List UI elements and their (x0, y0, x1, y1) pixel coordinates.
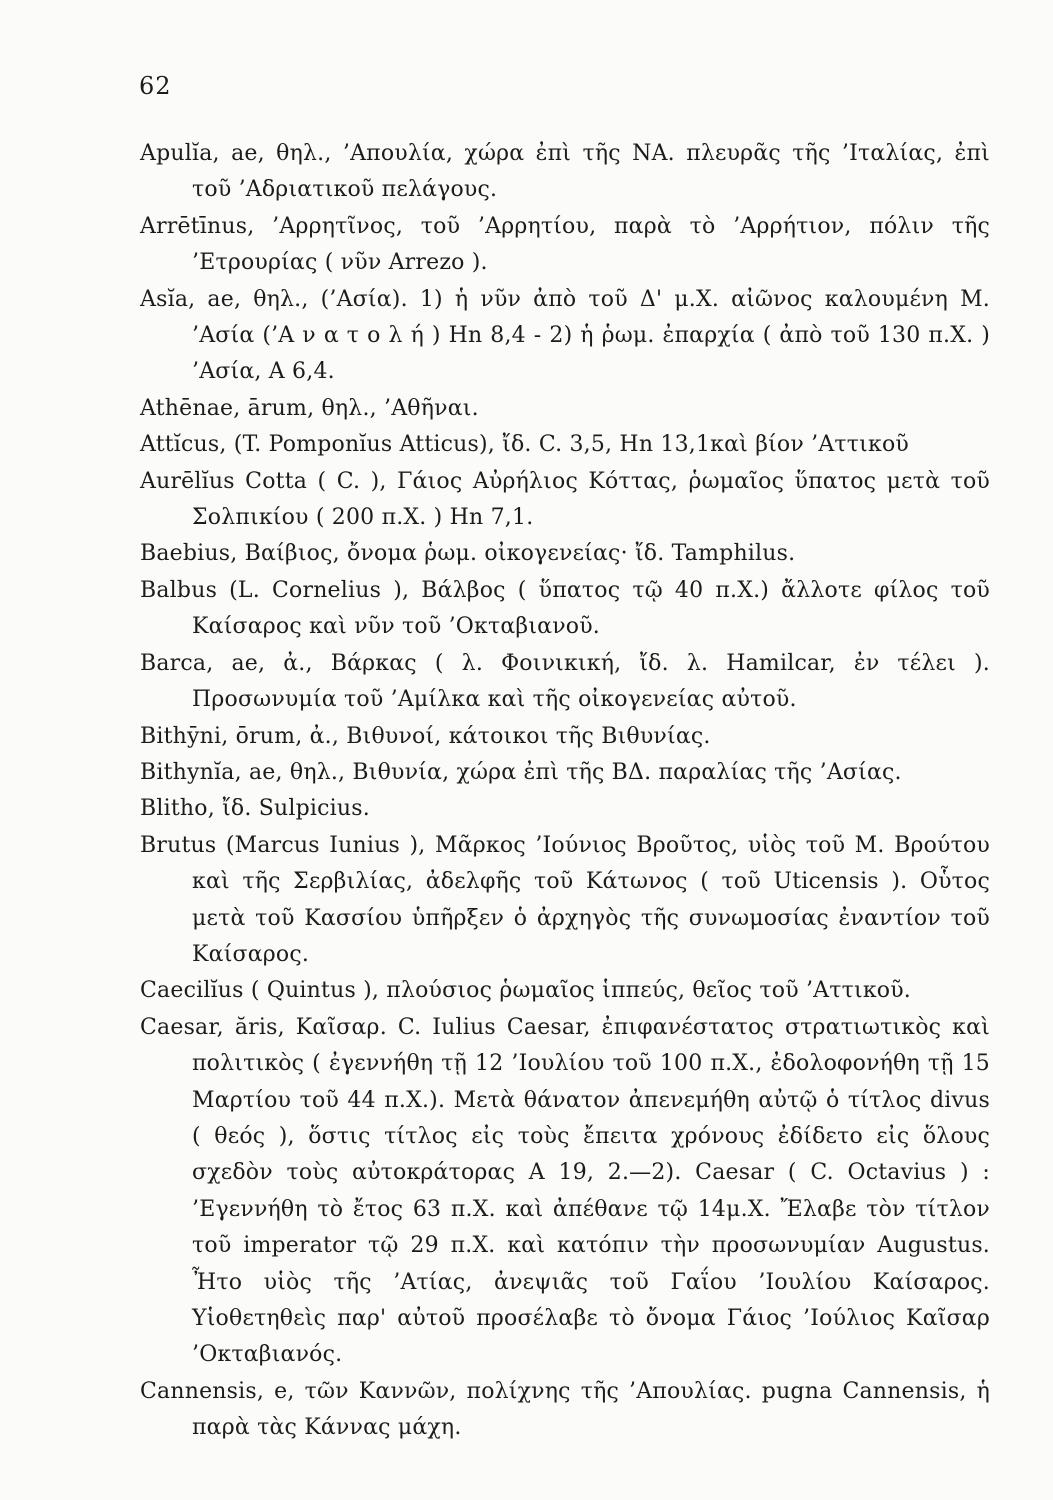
entry-bithynia: Bithynĭa, ae, θηλ., Βιθυνία, χώρα ἐπὶ τῆς ΒΔ. παραλίας τῆς ’Ασίας. (140, 759, 902, 785)
entry-bithyni: Bithȳni, ōrum, ἀ., Βιθυνοί, κάτοικοι τῆς Βιθυνίας. (140, 723, 711, 749)
entry-brutus: Brutus (Marcus Iunius ), Μᾶρκος ’Ιούνιος Βροῦτος, υἱὸς τοῦ Μ. Βρούτου καὶ τῆς Σερβιλίας, ἀδελφῆς τοῦ Κάτωνος ( τοῦ Uticensis ). Οὗτος μετὰ τοῦ Κασσίου ὑπῆρξεν ὁ ἀρχηγὸς τῆς συνωμοσίας ἐναντίον τοῦ Καίσαρος. (140, 832, 990, 967)
entry-atticus: Attĭcus, (T. Pomponĭus Atticus), ἴδ. C. 3,5, Hn 13,1καὶ βίον ’Αττικοῦ (140, 432, 909, 458)
entry-apulia: Apulĭa, ae, θηλ., ’Απουλία, χώρα ἐπὶ τῆς ΝΑ. πλευρᾶς τῆς ’Ιταλίας, ἐπὶ τοῦ ’Αδριατικοῦ πελάγους. (140, 141, 990, 203)
entry-list (140, 136, 990, 1447)
entry-caecilius: Caecilĭus ( Quintus ), πλούσιος ῥωμαῖος ἱππεύς, θεῖος τοῦ ’Αττικοῦ. (140, 978, 911, 1004)
entry-caesar: Caesar, ăris, Καῖσαρ. C. Iulius Caesar, ἐπιφανέστατος στρατιωτικὸς καὶ πολιτικὸς ( ἐγεννήθη τῇ 12 ’Ιουλίου τοῦ 100 π.Χ., ἐδολοφονήθη τῇ 15 Μαρτίου τοῦ 44 π.Χ.). Μετὰ θάνατον ἀπενεμήθη αὐτῷ ὁ τίτλος divus ( θεός ), ὅστις τίτλος εἰς τοὺς ἔπειτα χρόνους ἐδίδετο εἰς ὅλους σχεδὸν τοὺς αὐτοκράτορας Α 19, 2.—2). Caesar ( C. Octavius ) : ’Εγεννήθη τὸ ἔτος 63 π.Χ. καὶ ἀπέθανε τῷ 14μ.Χ. Ἔλαβε τὸν τίτλον τοῦ imperator τῷ 29 π.Χ. καὶ κατόπιν τὴν προσωνυμίαν Augustus. Ἦτο υἱὸς τῆς ’Ατίας, ἀνεψιᾶς τοῦ Γαΐου ’Ιουλίου Καίσαρος. Υἱοθετηθεὶς παρ' αὐτοῦ προσέλαβε τὸ ὄνομα Γάιος ’Ιούλιος Καῖσαρ ’Οκταβιανός. (140, 1014, 990, 1368)
entry-arretinus: Arrētīnus, ’Αρρητῖνος, τοῦ ’Αρρητίου, παρὰ τὸ ’Αρρήτιον, πόλιν τῆς ’Ετρουρίας ( νῦν Arrezo ). (140, 213, 990, 276)
entry-balbus: Balbus (L. Cornelius ), Βάλβος ( ὕπατος τῷ 40 π.Χ.) ἄλλοτε φίλος τοῦ Καίσαρος καὶ νῦν τοῦ ’Οκταβιανοῦ. (140, 577, 990, 640)
entry-baebius: Baebius, Βαίβιος, ὄνομα ῥωμ. οἰκογενείας· ἴδ. Tamphilus. (140, 541, 796, 567)
entry-cannensis: Cannensis, e, τῶν Καννῶν, πολίχνης τῆς ’Απουλίας. pugna Cannensis, ἡ παρὰ τὰς Κάννας μάχη. (140, 1378, 990, 1441)
page-number: 62 (139, 72, 172, 100)
entry-aurelius: Aurēlĭus Cotta ( C. ), Γάιος Αὐρήλιος Κόττας, ῥωμαῖος ὕπατος μετὰ τοῦ Σολπικίου ( 200 π.Χ. ) Hn 7,1. (140, 468, 990, 531)
entry-blitho: Blitho, ἴδ. Sulpicius. (140, 796, 370, 822)
entry-barca: Barca, ae, ἀ., Βάρκας ( λ. Φοινικική, ἴδ. λ. Hamilcar, ἐν τέλει ). Προσωνυμία τοῦ ’Αμίλκα καὶ τῆς οἰκογενείας αὐτοῦ. (140, 650, 990, 713)
entry-athenae: Athēnae, ārum, θηλ., ’Αθῆναι. (140, 395, 479, 421)
entry-asia: Asĭa, ae, θηλ., (’Ασία). 1) ἡ νῦν ἀπὸ τοῦ Δ' μ.Χ. αἰῶνος καλουμένη Μ. ’Ασία (’Α ν α τ ο λ ή ) Hn 8,4 - 2) ἡ ῥωμ. ἐπαρχία ( ἀπὸ τοῦ 130 π.Χ. ) ’Ασία, Α 6,4. (140, 286, 990, 385)
